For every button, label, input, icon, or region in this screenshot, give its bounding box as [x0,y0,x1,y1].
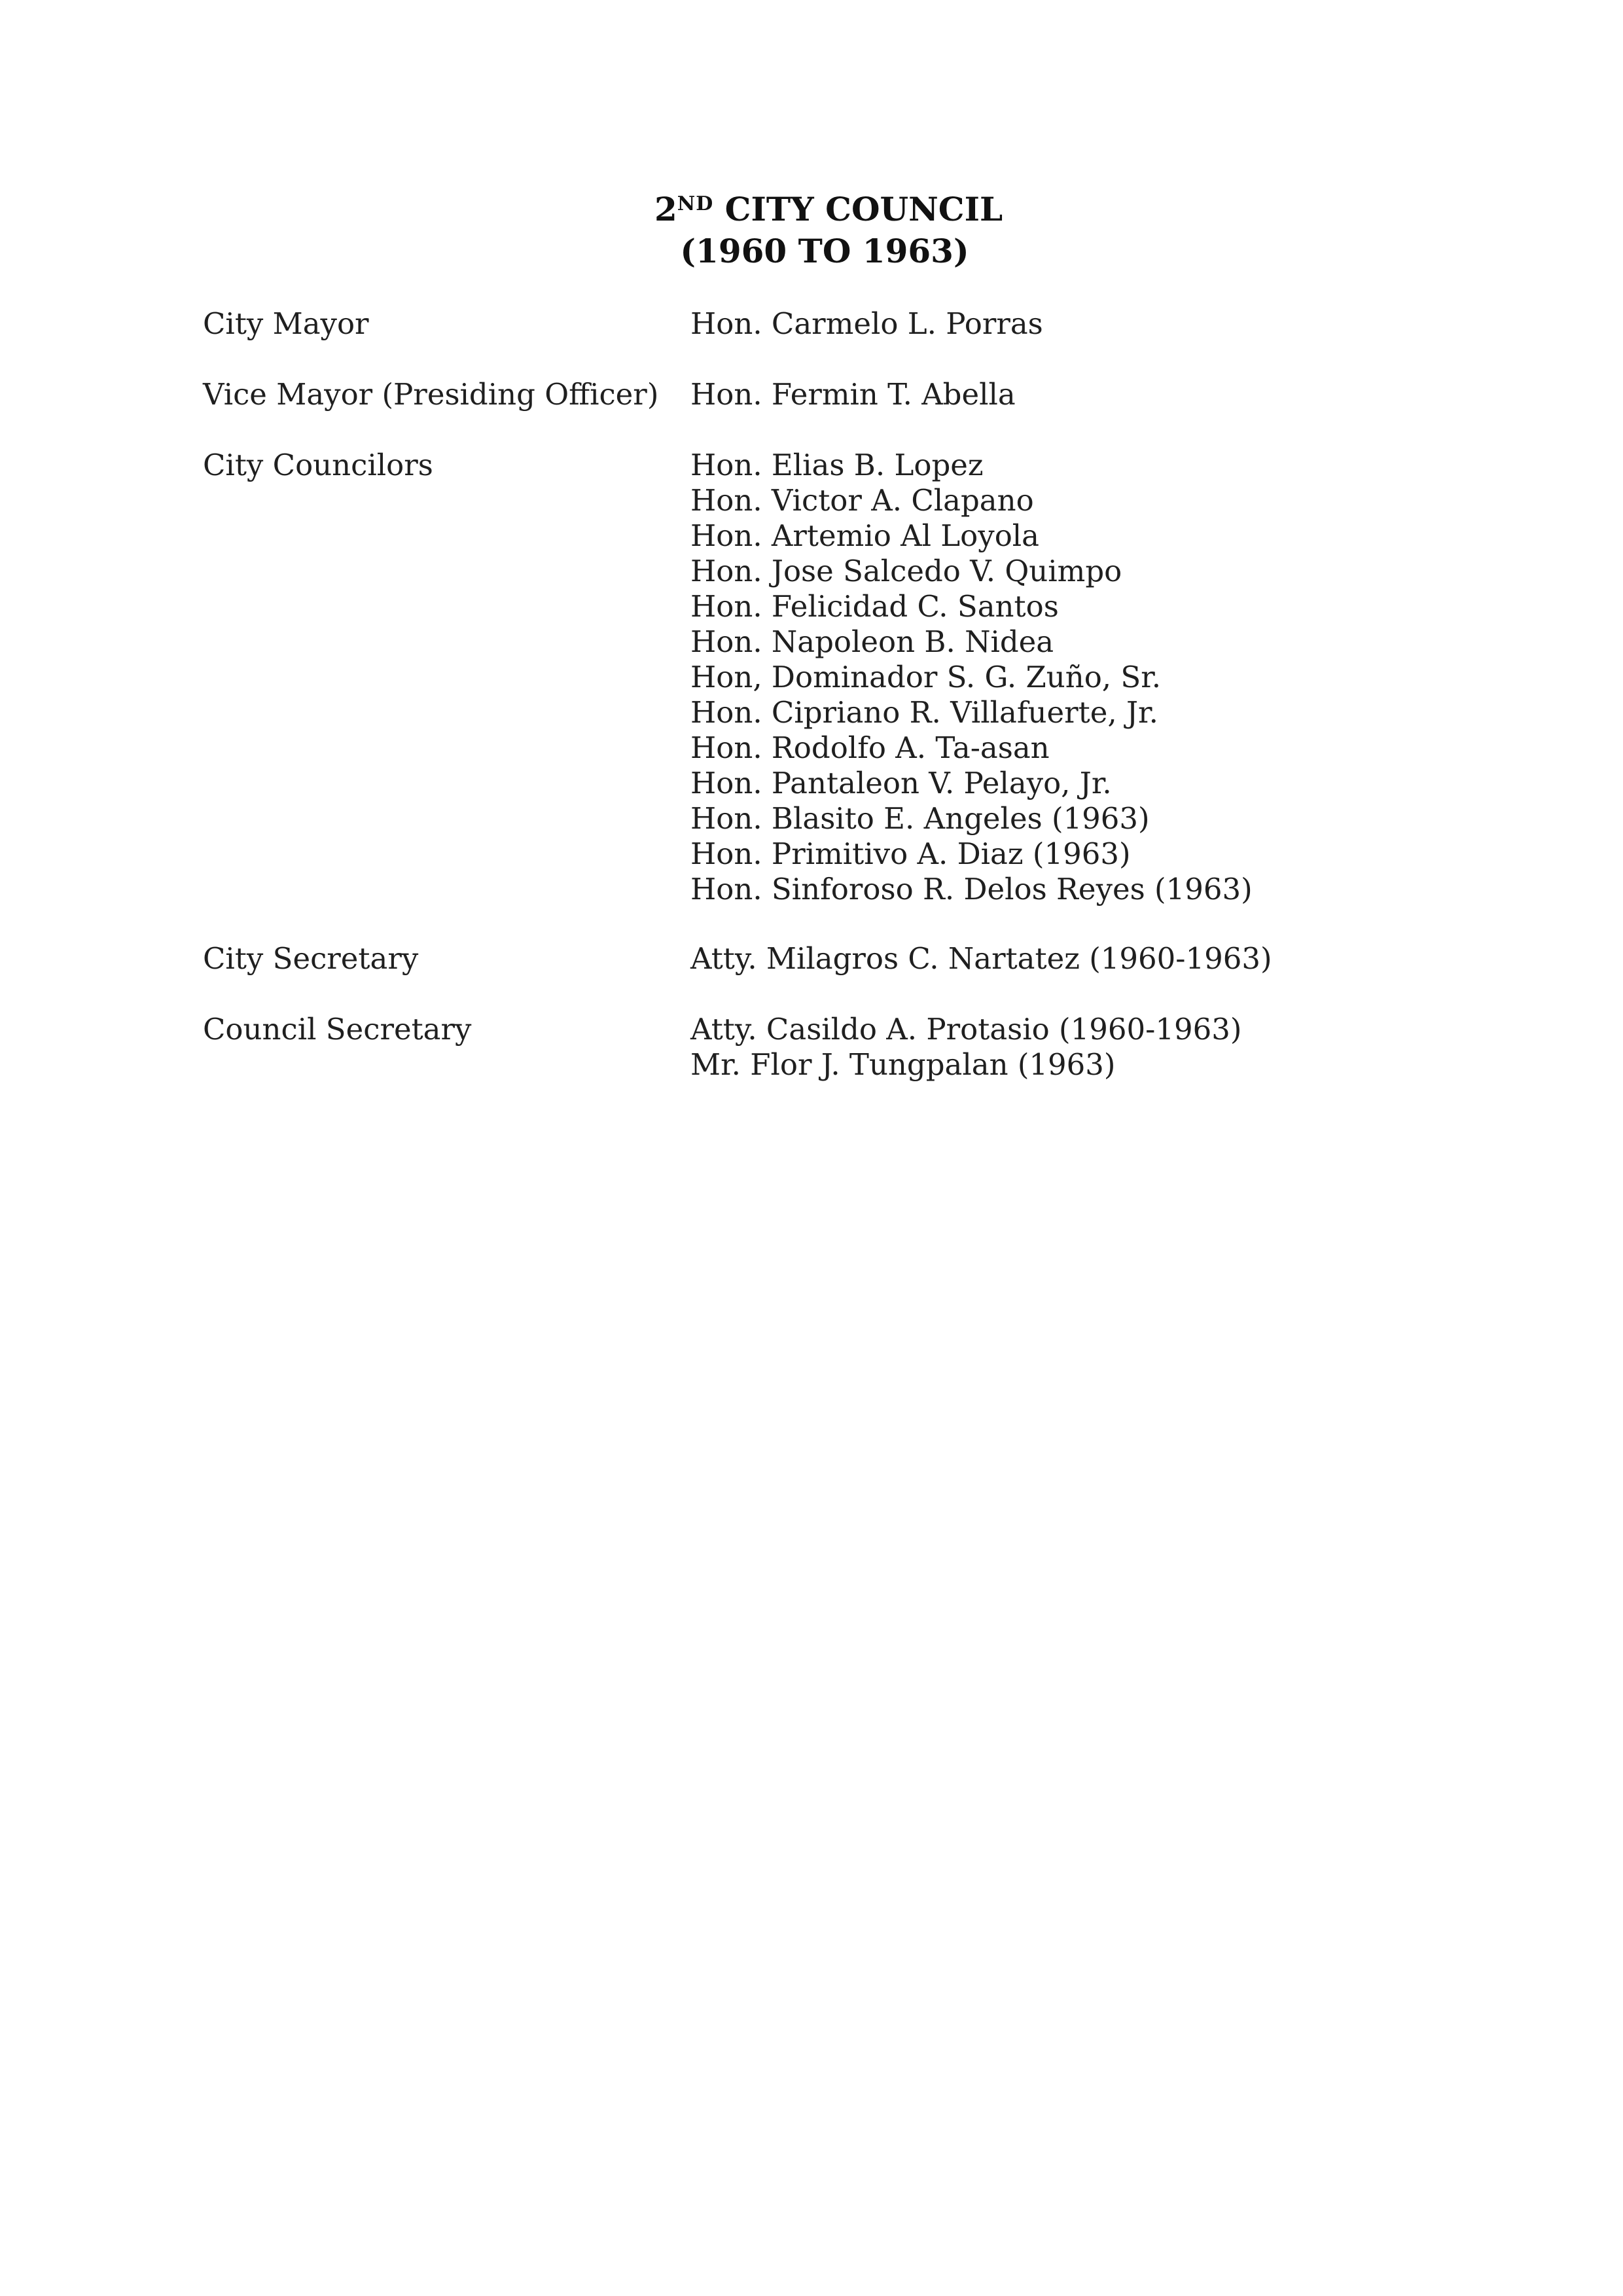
official-name: Hon. Elias B. Lopez [690,448,984,482]
position-label: City Councilors [203,448,433,482]
position-label: City Mayor [203,306,369,341]
position-names [690,941,1541,977]
position-names [690,448,1541,907]
official-name: Atty. Casildo A. Protasio (1960-1963) [690,1012,1242,1047]
title-line-council [654,190,1003,233]
official-name: Hon. Artemio Al Loyola [690,518,1040,553]
position-names [690,377,1541,412]
official-name: Hon. Rodolfo A. Ta-asan [690,730,1050,765]
official-name: Hon. Napoleon B. Nidea [690,624,1054,659]
official-name: Hon. Carmelo L. Porras [690,306,1043,341]
official-name: Hon. Sinforoso R. Delos Reyes (1963) [690,872,1253,906]
official-name: Hon. Jose Salcedo V. Quimpo [690,554,1122,588]
page-title [654,190,1003,270]
official-name: Atty. Milagros C. Nartatez (1960-1963) [690,941,1272,976]
official-name: Hon. Primitivo A. Diaz (1963) [690,836,1131,871]
position-label: Council Secretary [203,1012,472,1047]
official-name: Hon. Fermin T. Abella [690,377,1016,412]
position-names [690,1012,1541,1083]
official-name: Hon. Cipriano R. Villafuerte, Jr. [690,695,1158,730]
official-name: Hon. Victor A. Clapano [690,483,1034,518]
official-name: Mr. Flor J. Tungpalan (1963) [690,1047,1116,1082]
official-name: Hon. Pantaleon V. Pelayo, Jr. [690,766,1112,800]
title-main: CITY COUNCIL [724,190,1003,228]
position-label: Vice Mayor (Presiding Officer) [203,377,659,412]
title-ordinal-number: 2 [654,190,677,228]
position-label: City Secretary [203,941,419,976]
official-name: Hon. Blasito E. Angeles (1963) [690,801,1150,836]
title-ordinal-suffix: ND [677,192,714,215]
official-name: Hon, Dominador S. G. Zuño, Sr. [690,660,1162,694]
position-names [690,306,1541,342]
title-period: (1960 TO 1963) [680,232,969,270]
official-name: Hon. Felicidad C. Santos [690,589,1059,624]
